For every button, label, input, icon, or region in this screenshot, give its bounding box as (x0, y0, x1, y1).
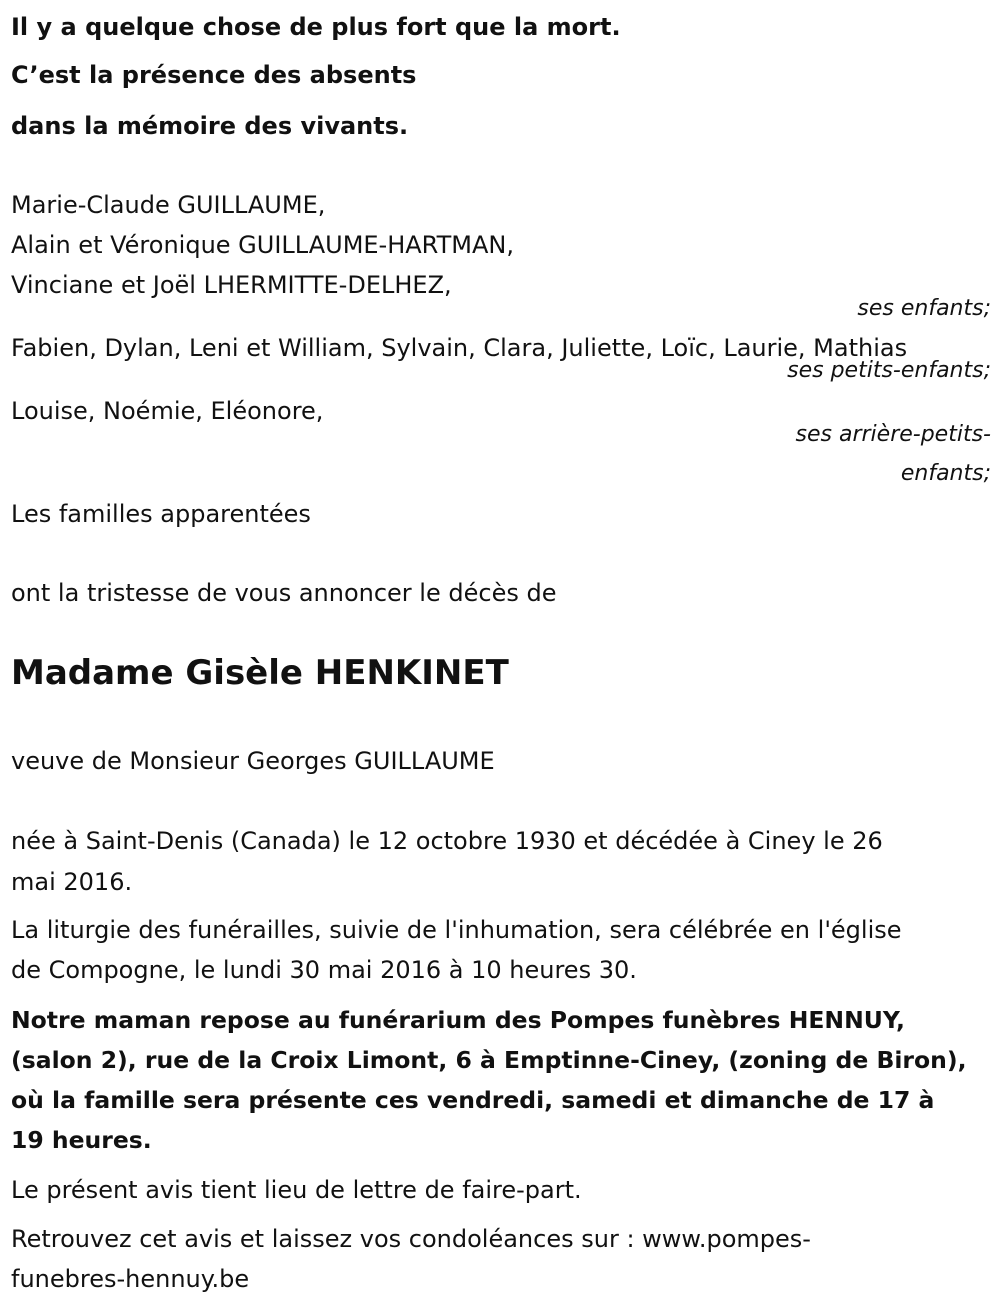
condolences-line-1: Retrouvez cet avis et laissez vos condoléances sur : www.pompes- (11, 1225, 811, 1253)
viewing-line-3: où la famille sera présente ces vendredi, samedi et dimanche de 17 à (11, 1086, 935, 1114)
child-3: Vinciane et Joël LHERMITTE-DELHEZ, (11, 271, 452, 299)
grandchildren-list: Fabien, Dylan, Leni et William, Sylvain, Clara, Juliette, Loïc, Laurie, Mathias (11, 334, 908, 362)
viewing-line-4: 19 heures. (11, 1126, 152, 1154)
viewing-line-1: Notre maman repose au funérarium des Pompes funèbres HENNUY, (11, 1006, 905, 1034)
announcement: ont la tristesse de vous annoncer le décès de (11, 579, 557, 607)
great-grandchildren-label-1: ses arrière-petits- (795, 422, 991, 447)
funeral-line-2: de Compogne, le lundi 30 mai 2016 à 10 heures 30. (11, 956, 637, 984)
condolences-line-2: funebres-hennuy.be (11, 1265, 250, 1293)
great-grandchildren-list: Louise, Noémie, Eléonore, (11, 397, 324, 425)
grandchildren-label: ses petits-enfants; (787, 358, 991, 383)
birth-death-line-1: née à Saint-Denis (Canada) le 12 octobre 1930 et décédée à Ciney le 26 (11, 827, 883, 855)
relatives: Les familles apparentées (11, 500, 311, 528)
children-label: ses enfants; (857, 296, 991, 321)
viewing-line-2: (salon 2), rue de la Croix Limont, 6 à Emptinne-Ciney, (zoning de Biron), (11, 1046, 967, 1074)
child-2: Alain et Véronique GUILLAUME-HARTMAN, (11, 231, 514, 259)
quote-line-1: Il y a quelque chose de plus fort que la mort. (11, 13, 621, 41)
funeral-line-1: La liturgie des funérailles, suivie de l'inhumation, sera célébrée en l'église (11, 916, 902, 944)
deceased-name: Madame Gisèle HENKINET (11, 653, 509, 693)
birth-death-line-2: mai 2016. (11, 868, 133, 896)
child-1: Marie-Claude GUILLAUME, (11, 191, 326, 219)
quote-line-2: C’est la présence des absents (11, 61, 417, 89)
quote-line-3: dans la mémoire des vivants. (11, 112, 409, 140)
notice: Le présent avis tient lieu de lettre de faire-part. (11, 1176, 582, 1204)
great-grandchildren-label-2: enfants; (900, 461, 991, 486)
widow-of: veuve de Monsieur Georges GUILLAUME (11, 747, 495, 775)
